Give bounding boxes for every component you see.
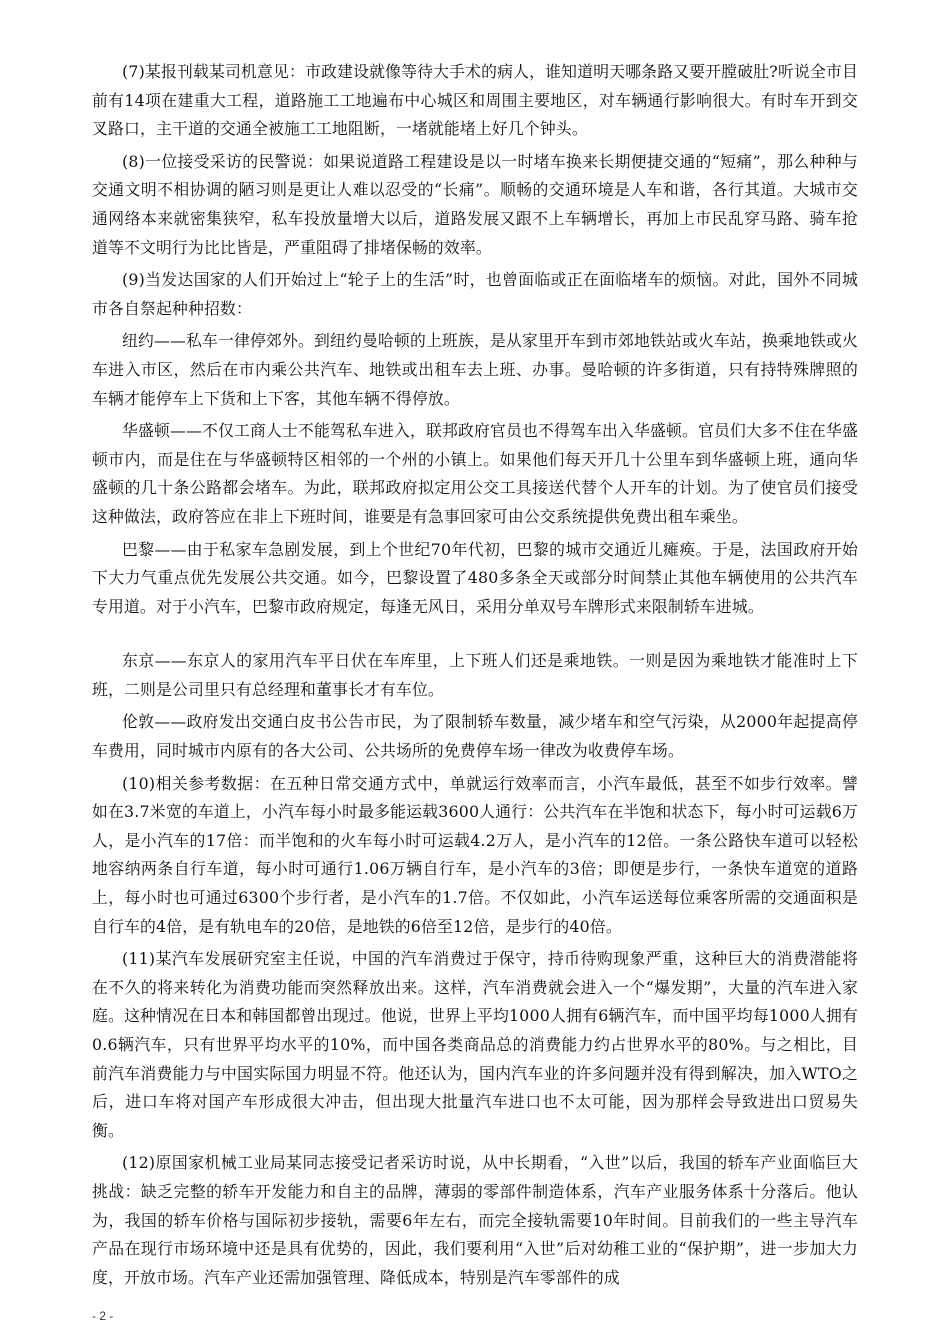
paragraph-paris: 巴黎——由于私家车急剧发展，到上个世纪70年代初，巴黎的城市交通近儿瘫痪。于是，法国政府开始下大力气重点优先发展公共交通。如今，巴黎设置了480多条全天或部分时间禁止其他车辆使用的公共汽车专用道。对于小汽车，巴黎市政府规定，每逢无风日，采用分单双号车牌形式来限制轿车进城。 — [92, 539, 858, 616]
page-number: - 2 - — [92, 1309, 114, 1323]
paragraph-9: (9)当发达国家的人们开始过上“轮子上的生活”时，也曾面临或正在面临堵车的烦恼。对此，国外不同城市各自祭起种种招数： — [92, 270, 858, 318]
paragraph-tokyo: 东京——东京人的家用汽车平日伏在车库里，上下班人们还是乘地铁。一则是因为乘地铁才能准时上下班，二则是公司里只有总经理和董事长才有车位。 — [92, 651, 858, 699]
document-body — [92, 58, 858, 1296]
paragraph-12: (12)原国家机械工业局某同志接受记者采访时说，从中长期看，“入世”以后，我国的轿车产业面临巨大挑战：缺乏完整的轿车开发能力和自主的品牌，薄弱的零部件制造体系，汽车产业服务体系十分落后。他认为，我国的轿车价格与国际初步接轨，需要6年左右，而完全接轨需要10年时间。目前我们的一些主导汽车产品在现行市场环境中还是具有优势的，因此，我们要利用“入世”后对幼稚工业的“保护期”，进一步加大力度，开放市场。汽车产业还需加强管理、降低成本，特别是汽车零部件的成 — [92, 1153, 858, 1287]
paragraph-gap — [92, 625, 858, 647]
paragraph-new-york: 纽约——私车一律停郊外。到纽约曼哈顿的上班族，是从家里开车到市郊地铁站或火车站，换乘地铁或火车进入市区，然后在市内乘公共汽车、地铁或出租车去上班、办事。曼哈顿的许多街道，只有持特殊牌照的车辆才能停车上下货和上下客，其他车辆不得停放。 — [92, 331, 858, 408]
paragraph-washington: 华盛顿——不仅工商人士不能驾私车进入，联邦政府官员也不得驾车出入华盛顿。官员们大多不住在华盛顿市内，而是住在与华盛顿特区相邻的一个州的小镇上。如果他们每天开几十公里车到华盛顿上班，通向华盛顿的几十条公路都会堵车。为此，联邦政府拟定用公交工具接送代替个人开车的计划。为了使官员们接受这种做法，政府答应在非上下班时间，谁要是有急事回家可由公交系统提供免费出租车乘坐。 — [92, 421, 858, 526]
paragraph-10: (10)相关参考数据：在五种日常交通方式中，单就运行效率而言，小汽车最低，甚至不如步行效率。譬如在3.7米宽的车道上，小汽车每小时最多能运载3600人通行：公共汽车在半饱和状态下，每小时可运载6万人，是小汽车的17倍：而半饱和的火车每小时可运载4.2万人，是小汽车的12倍。一条公路快车道可以轻松地容纳两条自行车道，每小时可通行1.06万辆自行车，是小汽车的3倍；即便是步行，一条快车道宽的道路上，每小时也可通过6300个步行者，是小汽车的1.7倍。不仅如此，小汽车运送每位乘客所需的交通面积是自行车的4倍，是有轨电车的20倍，是地铁的6倍至12倍，是步行的40倍。 — [92, 773, 858, 936]
paragraph-london: 伦敦——政府发出交通白皮书公告市民，为了限制轿车数量，减少堵车和空气污染，从2000年起提高停车费用，同时城市内原有的各大公司、公共场所的免费停车场一律改为收费停车场。 — [92, 712, 858, 761]
paragraph-8: (8)一位接受采访的民警说：如果说道路工程建设是以一时堵车换来长期便捷交通的“短痛”，那么种种与交通文明不相协调的陋习则是更让人难以忍受的“长痛”。顺畅的交通环境是人车和谐，各行其道。大城市交通网络本来就密集狭窄，私车投放量增大以后，道路发展又跟不上车辆增长，再加上市民乱穿马路、骑车抢道等不文明行为比比皆是，严重阻碍了排堵保畅的效率。 — [92, 151, 858, 257]
paragraph-11: (11)某汽车发展研究室主任说，中国的汽车消费过于保守，持币待购现象严重，这种巨大的消费潜能将在不久的将来转化为消费功能而突然释放出来。这样，汽车消费就会进入一个“爆发期”，大量的汽车进入家庭。这种情况在日本和韩国都曾出现过。他说，世界上平均1000人拥有6辆汽车，而中国平均每1000人拥有0.6辆汽车，只有世界平均水平的10%，而中国各类商品总的消费能力约占世界水平的80%。与之相比，目前汽车消费能力与中国实际国力明显不符。他还认为，国内汽车业的许多问题并没有得到解决，加入WTO之后，进口车将对国产车形成很大冲击，但出现大批量汽车进口也不太可能，因为那样会导致进出口贸易失衡。 — [92, 949, 858, 1140]
paragraph-7: (7)某报刊载某司机意见：市政建设就像等待大手术的病人，谁知道明天哪条路又要开膛破肚?听说全市目前有14项在建重大工程，道路施工工地遍布中心城区和周围主要地区，对车辆通行影响很大。有时车开到交叉路口，主干道的交通全被施工工地阻断，一堵就能堵上好几个钟头。 — [92, 62, 858, 139]
